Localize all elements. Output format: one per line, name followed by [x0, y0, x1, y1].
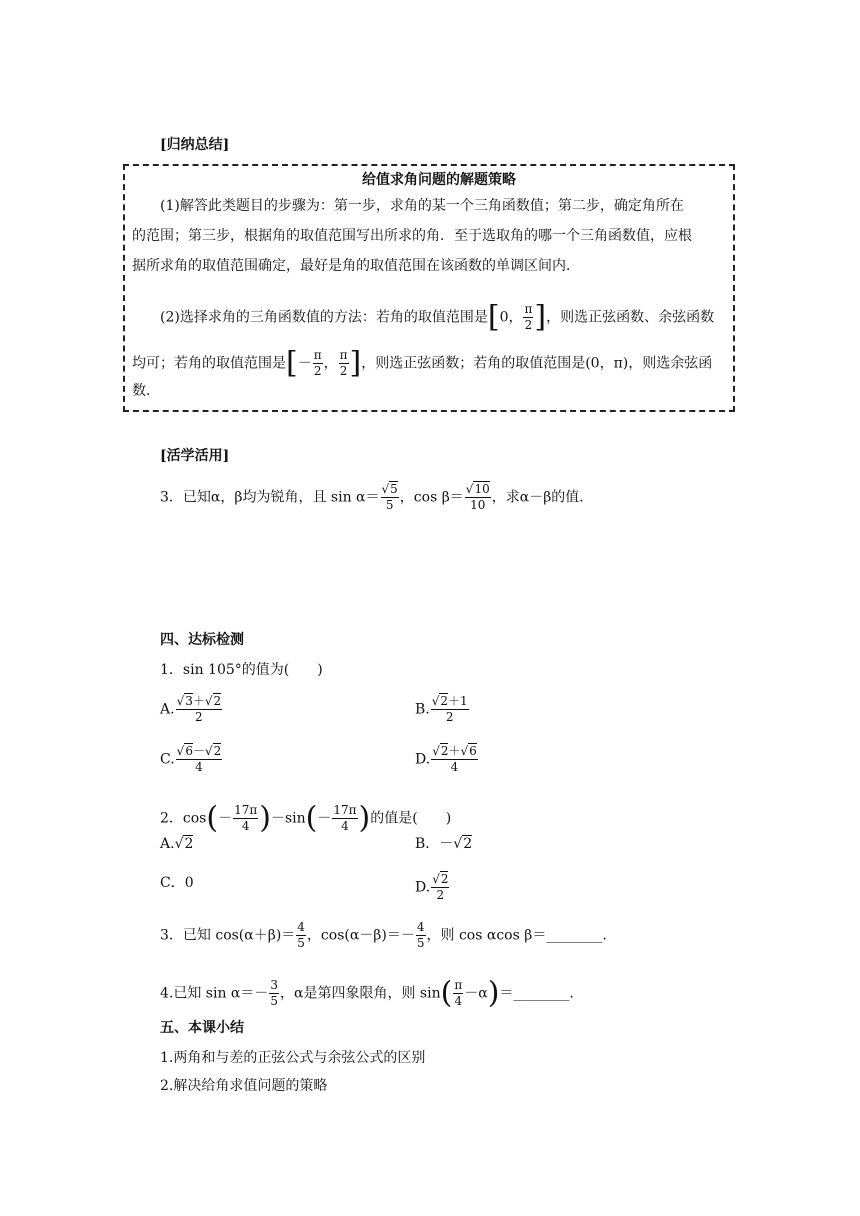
test-heading: 四、达标检测	[160, 632, 244, 648]
practice-q3: 3．已知α，β均为锐角，且 sin α＝ $\frac{√5}{5}$ ，cos β＝ $\frac{√10}{10}$ ，求α－β的值．	[160, 482, 594, 512]
bracket-right: ]	[349, 345, 362, 381]
summary-p1-line1: (1)解答此类题目的步骤为：第一步，求角的某一个三角函数值；第二步，确定角所在	[160, 198, 684, 214]
summary-p2-line1: (2)选择求角的三角函数值的方法：若角的取值范围是[0， $\frac{\pi}{2}$ ]，则选正弦函数、余弦函数	[160, 299, 715, 335]
summary-p1-line3: 据所求角的取值范围确定，最好是角的取值范围在该函数的单调区间内．	[132, 258, 580, 274]
fraction-pi-2: $\frac{\pi}{2}$	[313, 348, 322, 378]
bracket-right: ]	[534, 299, 547, 335]
summary-p1-line2: 的范围；第三步，根据角的取值范围写出所求的角．至于选取角的哪一个三角函数值，应根	[132, 228, 692, 244]
fraction-pi-2: $\frac{\pi}{2}$	[524, 302, 533, 332]
summary-title: 给值求角问题的解题策略	[362, 172, 516, 188]
q2-option-c: C．0	[160, 875, 194, 891]
test-q1: 1．sin 105°的值为( )	[160, 662, 323, 678]
q1-option-d: D. $\frac{√2+√6}{4}$	[415, 744, 477, 774]
q2-option-d: D. $\frac{√2}{2}$	[415, 872, 449, 902]
recap-item-2: 2.解决给角求值问题的策略	[160, 1078, 328, 1094]
recap-item-1: 1.两角和与差的正弦公式与余弦公式的区别	[160, 1050, 426, 1066]
fraction-pi-2: $\frac{\pi}{2}$	[339, 348, 348, 378]
practice-heading: [活学活用]	[160, 448, 230, 464]
q2-option-a: A.√2	[160, 836, 194, 852]
summary-p2-line2: 均可；若角的取值范围是[－ $\frac{\pi}{2}$ ， $\frac{\pi}{2}$ ]，则选正弦函数；若角的取值范围是(0，π)，则选余弦函	[132, 345, 713, 381]
test-q3: 3．已知 cos(α＋β)＝ $\frac{4}{5}$ ，cos(α－β)＝－ $\frac{4}{5}$ ，则 cos αcos β＝________.	[160, 920, 607, 950]
recap-heading: 五、本课小结	[160, 1020, 244, 1036]
test-q2: 2．cos(－ $\frac{17\pi}{4}$ )－sin(－ $\frac{17\pi}{4}$ )的值是( )	[160, 800, 452, 836]
q1-option-b: B. $\frac{√2+1}{2}$	[415, 694, 468, 724]
summary-p2-line3: 数．	[132, 383, 160, 399]
bracket-left: [	[487, 299, 500, 335]
q2-option-b: B．－√2	[415, 836, 473, 852]
bracket-left: [	[286, 345, 298, 381]
q1-option-c: C. $\frac{√6-√2}{4}$	[160, 744, 222, 774]
test-q4: 4.已知 sin α＝－ $\frac{3}{5}$ ，α是第四象限角，则 sin( $\frac{\pi}{4}$ －α)＝________.	[160, 975, 574, 1011]
q1-option-a: A. $\frac{√3+√2}{2}$	[160, 694, 222, 724]
fraction-sqrt10-10: $\frac{√10}{10}$	[465, 482, 490, 512]
summary-heading: [归纳总结]	[160, 137, 230, 153]
fraction-sqrt5-5: $\frac{√5}{5}$	[381, 482, 398, 512]
